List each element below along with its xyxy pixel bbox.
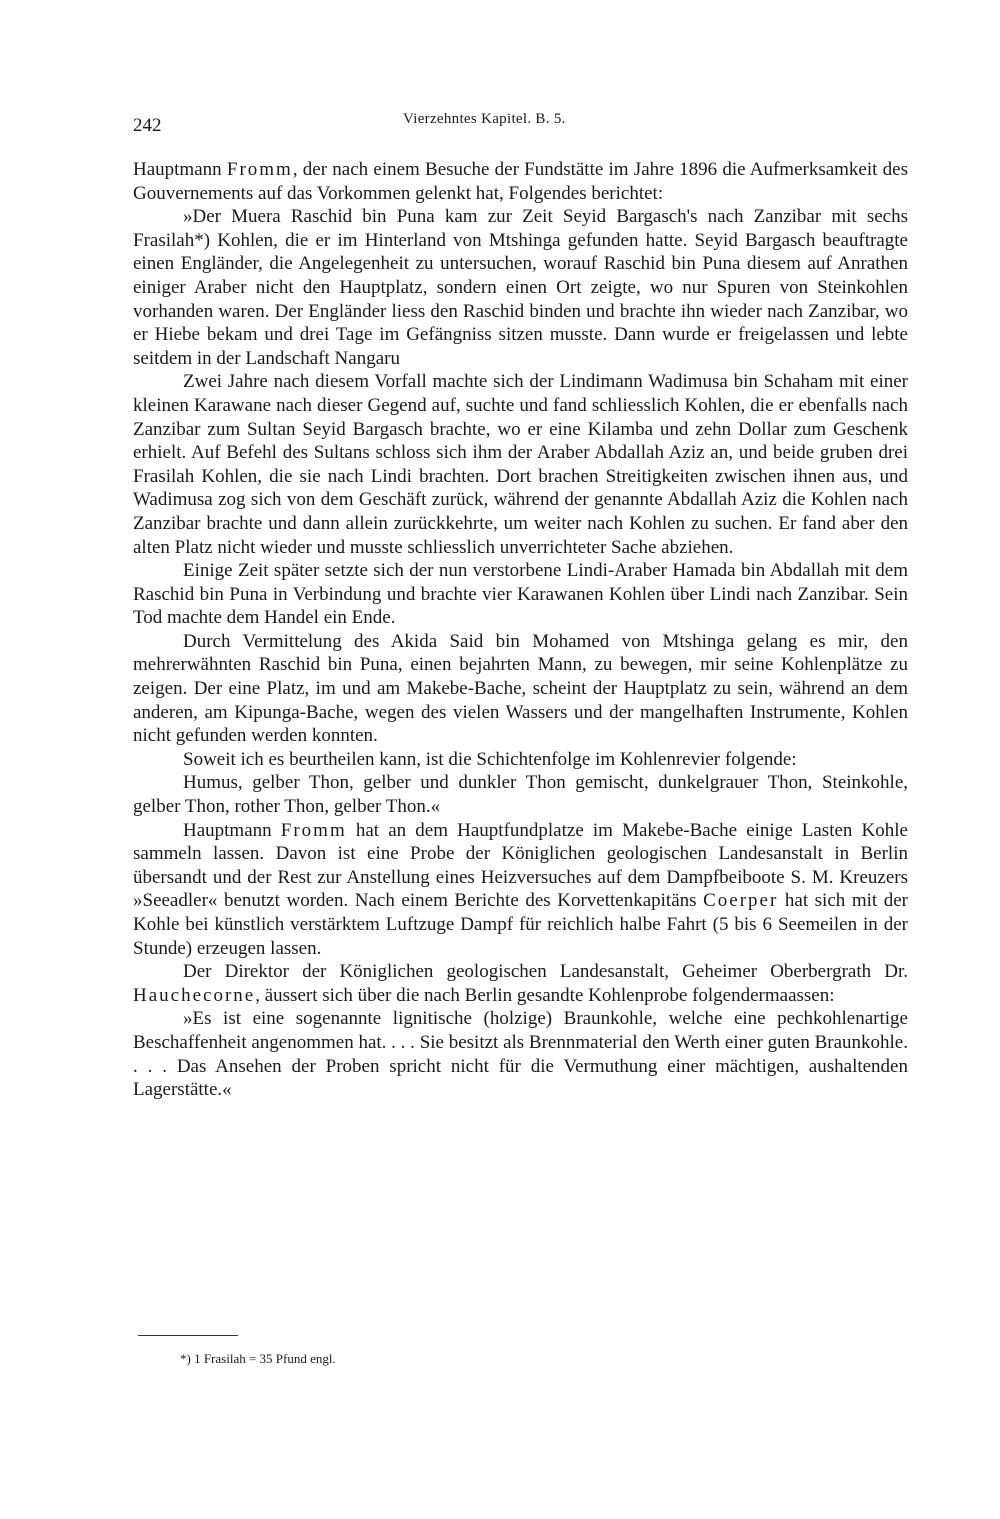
paragraph-4: Einige Zeit später setzte sich der nun verstorbene Lindi-Araber Hamada bin Abdallah mit dem Raschid bin Puna in Verbindung und brachte vier Karawanen Kohlen über Lindi nach Zanzibar. Sein Tod machte dem Handel ein Ende. <box>133 560 908 629</box>
body-text <box>133 158 908 1102</box>
paragraph-7: Humus, gelber Thon, gelber und dunkler Thon gemischt, dunkelgrauer Thon, Steinkohle, gelber Thon, rother Thon, gelber Thon.« <box>133 772 908 818</box>
paragraph-9: Der Direktor der Königlichen geologischen Landesanstalt, Geheimer Oberbergrath Dr. Hauchecorne, äussert sich über die nach Berlin gesandte Kohlenprobe folgendermaassen: <box>133 961 908 1006</box>
chapter-title: Vierzehntes Kapitel. B. 5. <box>403 111 566 127</box>
paragraph-3: Zwei Jahre nach diesem Vorfall machte sich der Lindimann Wadimusa bin Schaham mit einer kleinen Karawane nach dieser Gegend auf, suchte und fand schliesslich Kohlen, die er ebenfalls nach Zanzibar zum Sultan Seyid Bargasch brachte, wo er eine Kilamba und zehn Dollar zum Geschenk erhielt. Auf Befehl des Sultans schloss sich ihm der Araber Abdallah Aziz an, und beide gruben drei Frasilah Kohlen, die sie nach Lindi brachten. Dort brachen Streitigkeiten zwischen ihnen aus, und Wadimusa zog sich von dem Geschäft zurück, während der genannte Abdallah Aziz die Kohlen nach Zanzibar brachte und dann allein zurückkehrte, um weiter nach Kohlen zu suchen. Er fand aber den alten Platz nicht wieder und musste schliesslich unverrichteter Sache abziehen. <box>133 371 908 558</box>
paragraph-5: Durch Vermittelung des Akida Said bin Mohamed von Mtshinga gelang es mir, den mehrerwähnten Raschid bin Puna, einen bejahrten Mann, zu bewegen, mir seine Kohlenplätze zu zeigen. Der eine Platz, im und am Makebe-Bache, scheint der Hauptplatz zu sein, während an dem anderen, am Kipunga-Bache, wegen des vielen Wassers und der mangelhaften Instrumente, Kohlen nicht gefunden werden konnten. <box>133 630 908 747</box>
person-name: Fromm <box>280 819 347 841</box>
paragraph-10: »Es ist eine sogenannte lignitische (holzige) Braunkohle, welche eine pechkohlenartige Beschaffenheit angenommen hat. . . . Sie besitzt als Brennmaterial den Werth einer guten Braunkohle. . . . Das Ansehen der Proben spricht nicht für die Vermuthung einer mächtigen, aushaltenden Lagerstätte.« <box>133 1008 908 1101</box>
footnote: *) 1 Frasilah = 35 Pfund engl. <box>180 1351 336 1366</box>
paragraph-6: Soweit ich es beurtheilen kann, ist die Schichtenfolge im Kohlenrevier folgende: <box>183 748 797 770</box>
person-name: Coerper <box>703 890 779 912</box>
paragraph-8: Hauptmann Fromm hat an dem Hauptfundplatze im Makebe-Bache einige Lasten Kohle sammeln lassen. Davon ist eine Probe der Königlichen geologischen Landesanstalt in Berlin übersandt und der Rest zur Anstellung eines Heizversuches auf dem Dampfbeiboote S. M. Kreuzers »Seeadler« benutzt worden. Nach einem Berichte des Korvettenkapitäns Coerper hat sich mit der Kohle bei künstlich verstärktem Luftzuge Dampf für reichlich halbe Fahrt (5 bis 6 Seemeilen in der Stunde) erzeugen lassen. <box>133 819 909 959</box>
paragraph-1: Hauptmann Fromm, der nach einem Besuche der Fundstätte im Jahre 1896 die Aufmerksamkeit des Gouvernements auf das Vorkommen gelenkt hat, Folgendes berichtet: <box>133 159 908 204</box>
person-name: Fromm <box>226 159 293 180</box>
person-name: Hauchecorne <box>133 984 256 1006</box>
page-number: 242 <box>133 115 162 136</box>
running-head <box>133 111 908 139</box>
paragraph-2: »Der Muera Raschid bin Puna kam zur Zeit Seyid Bargasch's nach Zanzibar mit sechs Frasilah*) Kohlen, die er im Hinterland von Mtshinga gefunden hatte. Seyid Bargasch beauftragte einen Engländer, die Angelegenheit zu untersuchen, worauf Raschid bin Puna diesem auf Anrathen einiger Araber nicht den Hauptplatz, sondern einen Ort zeigte, wo nur Spuren von Steinkohlen vorhanden waren. Der Engländer liess den Raschid binden und brachte ihn wieder nach Zanzibar, wo er Hiebe bekam und drei Tage im Gefängniss sitzen musste. Dann wurde er freigelassen und lebte seitdem in der Landschaft Nangaru <box>133 206 908 369</box>
footnote-rule <box>138 1335 238 1336</box>
